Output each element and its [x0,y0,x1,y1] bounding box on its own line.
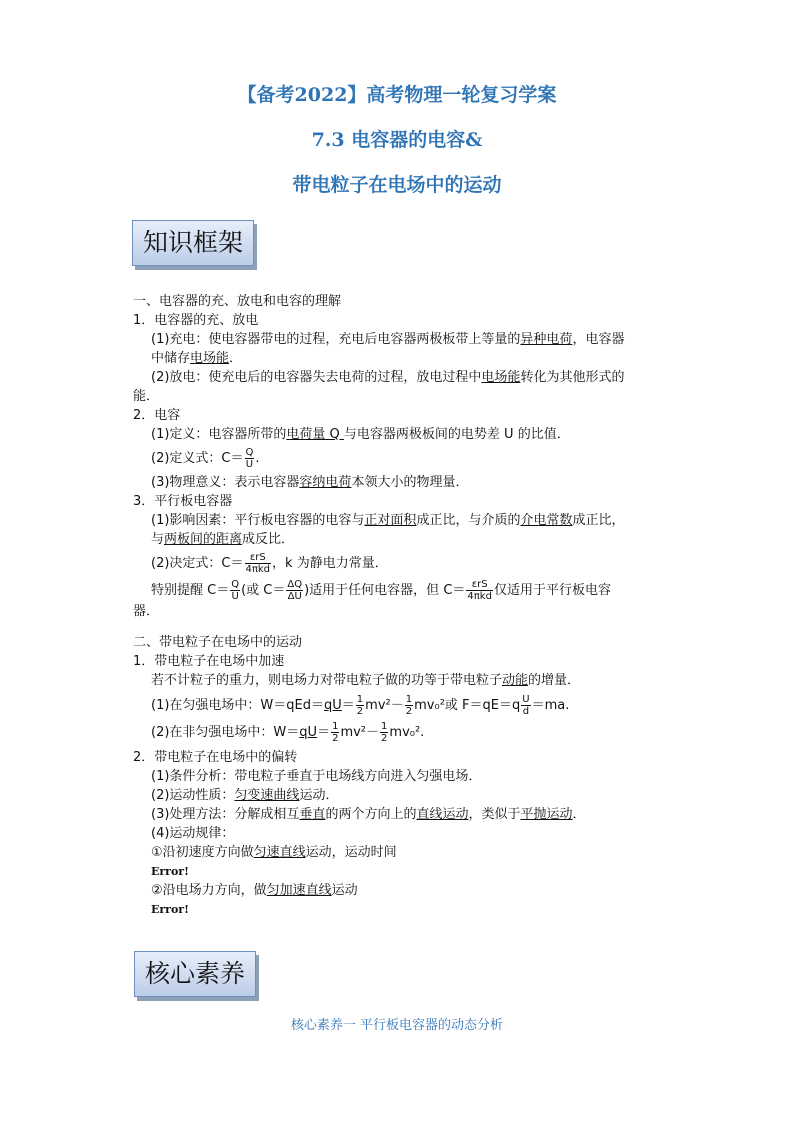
section1-heading: 一、电容器的充、放电和电容的理解 [133,294,342,309]
discharging-line: (2)放电：使充电后的电容器失去电荷的过程，放电过程中电场能转化为其他形式的 [151,370,625,385]
core-literacy-badge: 核心素养 [134,951,256,997]
discharging-line-2: 能． [133,389,160,404]
rule-2: ②沿电场力方向，做匀加速直线运动 [151,883,358,898]
error-placeholder-1: Error! [151,865,189,878]
doc-section-title: 7.3 电容器的电容& [311,129,483,151]
error-placeholder-2: Error! [151,903,189,916]
rule-1: ①沿初速度方向做匀速直线运动，运动时间 [151,845,397,860]
influence-factors-2: 与两板间的距离成反比． [151,532,295,547]
acceleration-line: 若不计粒子的重力，则电场力对带电粒子做的功等于带电粒子动能的增量． [151,673,581,688]
core-literacy-subtitle: 核心素养一 平行板电容器的动态分析 [290,1018,504,1033]
physical-meaning: (3)物理意义：表示电容器容纳电荷本领大小的物理量． [151,475,469,490]
nonuniform-field-formula: (2)在非匀强电场中：W＝qU＝ $\frac{1}{2}$ mv²－ $\frac{1}{2}$ mv₀². [151,721,425,744]
s2-subheading-2: 2．带电粒子在电场中的偏转 [133,750,298,765]
fraction-q-over-u: $\frac{Q}{U}$ [245,447,254,470]
fraction-es-over-4pikd: $\frac{\text{εrS}}{\text{4πkd}}$ [245,552,271,575]
s1-subheading-3: 3．平行板电容器 [133,494,233,509]
s2-subheading-1: 1．带电粒子在电场中加速 [133,654,285,669]
doc-title: 【备考2022】高考物理一轮复习学案 [237,84,557,106]
condition-analysis: (1)条件分析：带电粒子垂直于电场线方向进入匀强电场． [151,769,482,784]
s1-subheading-1: 1．电容器的充、放电 [133,313,259,328]
charging-line-2: 中储存电场能． [151,351,243,366]
section2-heading: 二、带电粒子在电场中的运动 [133,635,303,650]
processing-method: (3)处理方法：分解成相互垂直的两个方向上的直线运动，类似于平抛运动． [151,807,586,822]
influence-factors: (1)影响因素：平行板电容器的电容与正对面积成正比，与介质的介电常数成正比， [151,513,625,528]
motion-laws: (4)运动规律： [151,826,235,841]
capacitance-formula: (2)定义式：C＝ $\frac{Q}{U}$ . [151,447,260,470]
special-reminder: 特别提醒 C＝ $\frac{Q}{U}$ (或 C＝ $\frac{\Delta Q}{\Delta U}$ )适用于任何电容器，但 C＝ $\frac{\text{εrS}}{\text{4πkd}}$ 仅适用于平行板电容 [151,579,611,602]
s1-subheading-2: 2．电容 [133,408,181,423]
motion-nature: (2)运动性质：匀变速曲线运动． [151,788,339,803]
doc-subtitle: 带电粒子在电场中的运动 [292,174,502,196]
uniform-field-formula: (1)在匀强电场中：W＝qEd＝qU＝ $\frac{1}{2}$ mv²－ $\frac{1}{2}$ mv₀²或 F＝qE＝q $\frac{U}{d}$ ＝ma. [151,694,570,717]
capacitance-definition: (1)定义：电容器所带的电荷量 Q 与电容器两极板间的电势差 U 的比值． [151,427,570,442]
framework-badge: 知识框架 [132,220,254,266]
special-reminder-2: 器． [133,604,160,619]
charging-line: (1)充电：使电容器带电的过程，充电后电容器两极板带上等量的异种电荷，电容器 [151,332,625,347]
determining-formula: (2)决定式：C＝ $\frac{\text{εrS}}{\text{4πkd}}$ ，k 为静电力常量． [151,552,388,575]
content-body [133,292,673,919]
